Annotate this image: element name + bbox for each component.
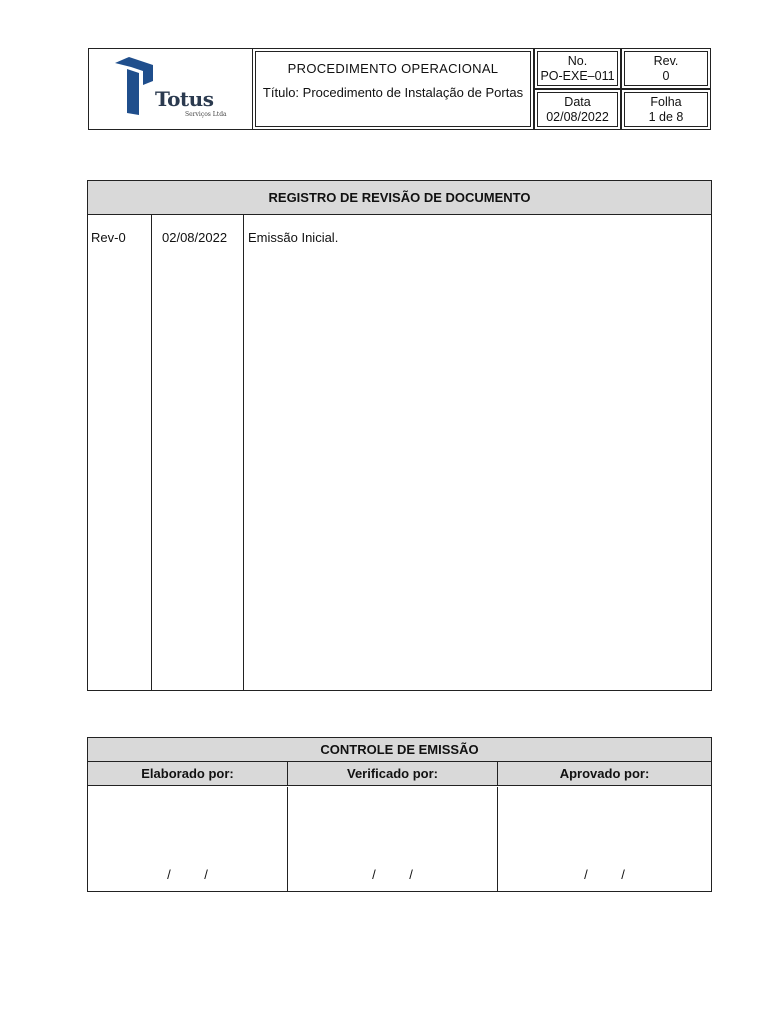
revision-date-column (152, 214, 244, 690)
title-cell (252, 48, 534, 130)
revision-table-title: REGISTRO DE REVISÃO DE DOCUMENTO (88, 181, 711, 215)
number-label: No. (567, 53, 588, 68)
revision-column (88, 214, 152, 690)
prepared-by-header: Elaborado por: (88, 762, 288, 786)
revision-description-column (244, 214, 711, 690)
number-cell (534, 48, 621, 89)
number-value: PO-EXE–011 (540, 68, 615, 83)
revision-register-table (87, 180, 712, 691)
document-header (88, 48, 711, 130)
document-type: PROCEDIMENTO OPERACIONAL (287, 61, 499, 76)
prepared-by-cell (88, 787, 288, 891)
revision-description: Emissão Inicial. (248, 230, 339, 245)
sheet-cell (621, 89, 711, 130)
verified-by-cell (288, 787, 498, 891)
emission-control-table (87, 737, 712, 892)
sheet-value: 1 de 8 (648, 109, 684, 124)
date-value: 02/08/2022 (546, 109, 609, 124)
approved-by-cell (498, 787, 711, 891)
revision-value: 0 (662, 68, 670, 83)
date-cell (534, 89, 621, 130)
revision-label: Rev. (653, 53, 679, 68)
revision-number: Rev-0 (91, 230, 126, 245)
logo-name: Totus (155, 87, 214, 111)
approved-by-header: Aprovado por: (498, 762, 711, 786)
date-label: Data (564, 94, 591, 109)
document-title: Título: Procedimento de Instalação de Portas (262, 85, 524, 100)
logo-cell (88, 48, 252, 130)
emission-control-title: CONTROLE DE EMISSÃO (88, 738, 711, 762)
prepared-date-field: / / (167, 867, 208, 882)
approved-date-field: / / (584, 867, 625, 882)
logo-subtitle: Serviços Ltda (185, 111, 227, 118)
revision-cell (621, 48, 711, 89)
totus-logo-icon (113, 55, 157, 117)
verified-by-header: Verificado por: (288, 762, 498, 786)
sheet-label: Folha (650, 94, 682, 109)
verified-date-field: / / (372, 867, 413, 882)
revision-date: 02/08/2022 (162, 230, 228, 245)
